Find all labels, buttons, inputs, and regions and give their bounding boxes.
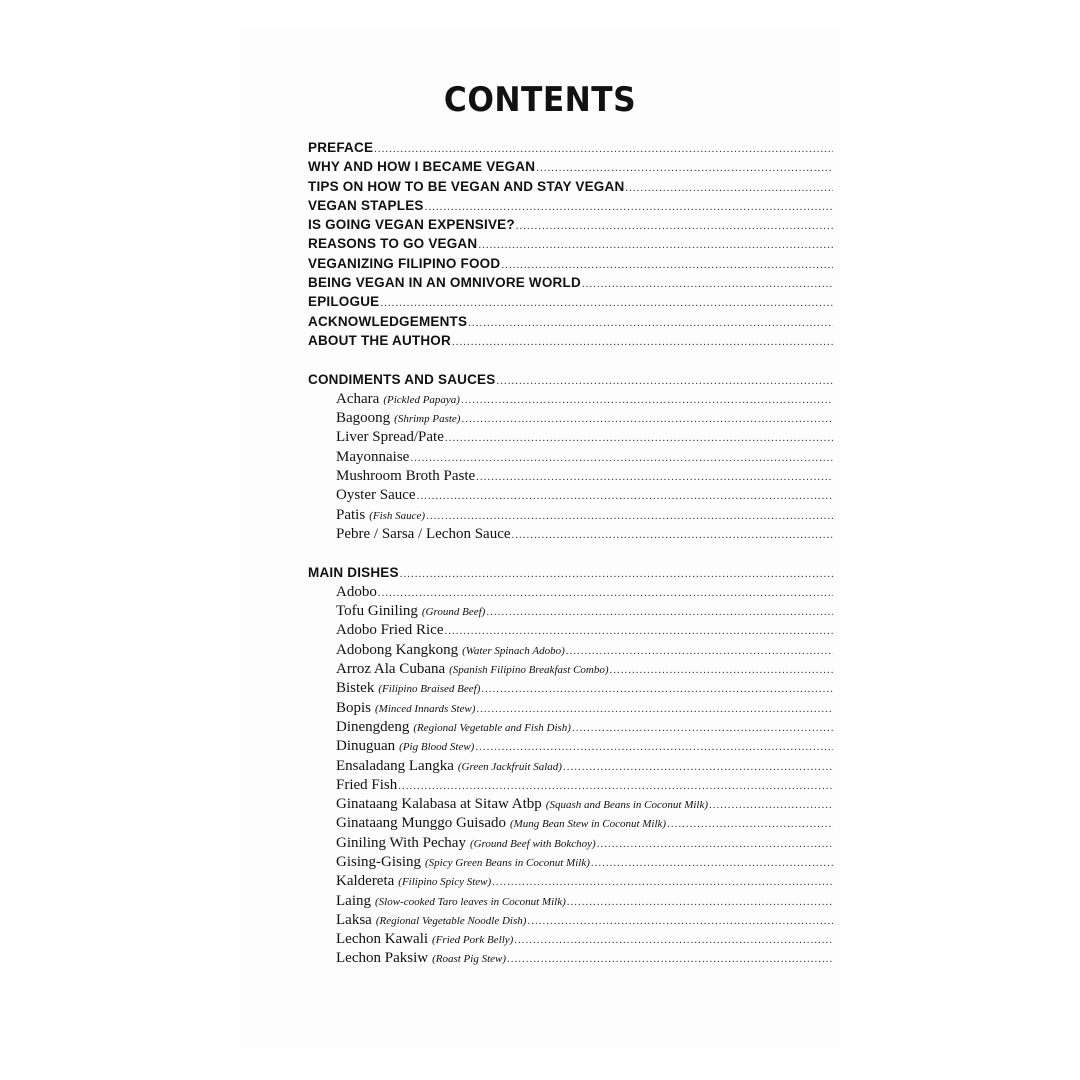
leader-dots — [478, 239, 833, 251]
leader-dots — [475, 741, 833, 753]
toc-recipe: Laksa (Regional Vegetable Noodle Dish) ..... — [308, 912, 833, 931]
toc-entry-tips: TIPS ON HOW TO BE VEGAN AND STAY VEGAN ..... — [308, 179, 833, 198]
toc-entry-acknowledgements: ACKNOWLEDGEMENTS ..... — [308, 314, 833, 333]
toc-recipe: Ginataang Munggo Guisado (Mung Bean Stew in Coconut Milk) ..... — [308, 815, 833, 834]
leader-dots — [444, 625, 833, 637]
leader-dots — [476, 471, 833, 483]
toc-recipe: Arroz Ala Cubana (Spanish Filipino Breakfast Combo) ..... — [308, 661, 833, 680]
table-of-contents — [308, 140, 833, 970]
section-heading-main-dishes: MAIN DISHES ..... — [308, 565, 833, 584]
leader-dots — [481, 683, 833, 695]
leader-dots — [582, 278, 833, 290]
leader-dots — [501, 259, 833, 271]
toc-recipe: Liver Spread/Pate ..... — [308, 429, 833, 448]
leader-dots — [597, 838, 833, 850]
toc-entry-preface: PREFACE ..... — [308, 140, 833, 159]
leader-dots — [591, 857, 833, 869]
leader-dots — [610, 664, 833, 676]
leader-dots — [512, 529, 833, 541]
leader-dots — [426, 510, 833, 522]
toc-recipe: Patis (Fish Sauce) ..... — [308, 507, 833, 526]
leader-dots — [572, 722, 833, 734]
leader-dots — [563, 761, 833, 773]
toc-entry-expensive: IS GOING VEGAN EXPENSIVE? ..... — [308, 217, 833, 236]
leader-dots — [461, 413, 833, 425]
toc-entry-staples: VEGAN STAPLES ..... — [308, 198, 833, 217]
leader-dots — [400, 568, 833, 580]
page-title: CONTENTS — [443, 80, 637, 120]
leader-dots — [486, 606, 833, 618]
leader-dots — [566, 645, 833, 657]
toc-entry-about-author: ABOUT THE AUTHOR ..... — [308, 333, 833, 352]
leader-dots — [445, 432, 833, 444]
leader-dots — [398, 780, 833, 792]
leader-dots — [527, 915, 833, 927]
toc-recipe: Lechon Kawali (Fried Pork Belly) ..... — [308, 931, 833, 950]
leader-dots — [514, 934, 833, 946]
toc-recipe: Mushroom Broth Paste ..... — [308, 468, 833, 487]
leader-dots — [476, 703, 833, 715]
toc-recipe: Laing (Slow-cooked Taro leaves in Coconut Milk) ..... — [308, 893, 833, 912]
toc-recipe: Adobo Fried Rice ..... — [308, 622, 833, 641]
toc-recipe: Dinuguan (Pig Blood Stew) ..... — [308, 738, 833, 757]
book-page — [240, 28, 840, 1048]
toc-recipe: Ensaladang Langka (Green Jackfruit Salad) ..... — [308, 758, 833, 777]
leader-dots — [492, 876, 833, 888]
toc-entry-epilogue: EPILOGUE ..... — [308, 294, 833, 313]
toc-recipe: Lechon Paksiw (Roast Pig Stew) ..... — [308, 950, 833, 969]
leader-dots — [410, 452, 833, 464]
toc-entry-why-vegan: WHY AND HOW I BECAME VEGAN ..... — [308, 159, 833, 178]
leader-dots — [567, 896, 833, 908]
leader-dots — [425, 201, 833, 213]
toc-recipe: Tofu Giniling (Ground Beef) ..... — [308, 603, 833, 622]
section-heading-condiments: CONDIMENTS AND SAUCES ..... — [308, 372, 833, 391]
leader-dots — [507, 953, 833, 965]
toc-recipe: Giniling With Pechay (Ground Beef with Bokchoy) ..... — [308, 835, 833, 854]
toc-recipe: Bistek (Filipino Braised Beef) ..... — [308, 680, 833, 699]
leader-dots — [461, 394, 833, 406]
toc-recipe: Adobong Kangkong (Water Spinach Adobo) ..... — [308, 642, 833, 661]
toc-recipe: Achara (Pickled Papaya) ..... — [308, 391, 833, 410]
toc-recipe: Gising-Gising (Spicy Green Beans in Coconut Milk) ..... — [308, 854, 833, 873]
leader-dots — [380, 297, 833, 309]
leader-dots — [625, 182, 833, 194]
leader-dots — [452, 336, 833, 348]
leader-dots — [496, 375, 833, 387]
toc-recipe: Dinengdeng (Regional Vegetable and Fish Dish) ..... — [308, 719, 833, 738]
toc-entry-veganizing: VEGANIZING FILIPINO FOOD ..... — [308, 256, 833, 275]
toc-recipe: Adobo ..... — [308, 584, 833, 603]
toc-entry-reasons: REASONS TO GO VEGAN ..... — [308, 236, 833, 255]
toc-recipe: Bopis (Minced Innards Stew) ..... — [308, 700, 833, 719]
leader-dots — [374, 143, 833, 155]
leader-dots — [378, 587, 833, 599]
leader-dots — [667, 818, 833, 830]
toc-recipe: Mayonnaise ..... — [308, 449, 833, 468]
toc-entry-omnivore-world: BEING VEGAN IN AN OMNIVORE WORLD ..... — [308, 275, 833, 294]
leader-dots — [709, 799, 833, 811]
leader-dots — [516, 220, 833, 232]
toc-recipe: Kaldereta (Filipino Spicy Stew) ..... — [308, 873, 833, 892]
leader-dots — [417, 490, 833, 502]
leader-dots — [536, 162, 833, 174]
leader-dots — [468, 317, 833, 329]
toc-recipe: Pebre / Sarsa / Lechon Sauce ..... — [308, 526, 833, 545]
toc-recipe: Ginataang Kalabasa at Sitaw Atbp (Squash and Beans in Coconut Milk) ..... — [308, 796, 833, 815]
toc-recipe: Oyster Sauce ..... — [308, 487, 833, 506]
toc-recipe: Bagoong (Shrimp Paste) ..... — [308, 410, 833, 429]
toc-recipe: Fried Fish ..... — [308, 777, 833, 796]
